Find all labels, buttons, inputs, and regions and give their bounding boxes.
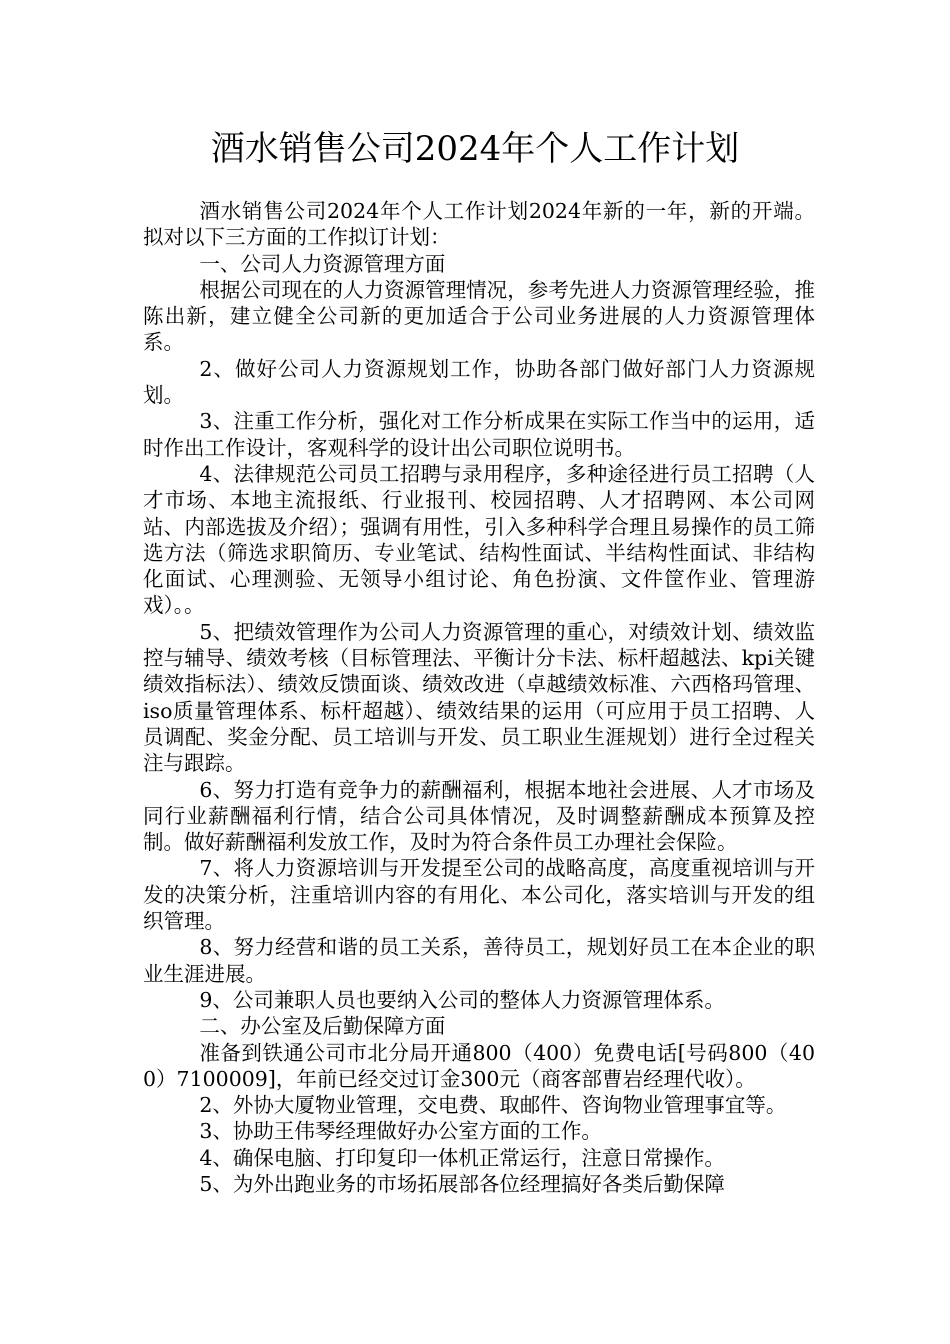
paragraph-office-3: 3、协助王伟琴经理做好办公室方面的工作。 [199, 1119, 602, 1144]
section-heading-office: 二、办公室及后勤保障方面 [199, 1014, 446, 1039]
paragraph-hr-5: 5、把绩效管理作为公司人力资源管理的重心，对绩效计划、绩效监控与辅导、绩效考核（目标管理法、平衡计分卡法、标杆超越法、kpi关键绩效指标法）、绩效反馈面谈、绩效改进（卓越绩效标准、六西格玛管理、iso质量管理体系、标杆超越）、绩效结果的运用（可应用于员工招聘、人员调配、奖金分配、员工培训与开发、员工职业生涯规划）进行全过程关注与跟踪。 [143, 619, 815, 776]
paragraph-hr-3: 3、注重工作分析，强化对工作分析成果在实际工作当中的运用，适时作出工作设计，客观科学的设计出公司职位说明书。 [143, 409, 815, 460]
section-heading-hr: 一、公司人力资源管理方面 [199, 251, 446, 276]
paragraph-hr-6: 6、努力打造有竞争力的薪酬福利，根据本地社会进展、人才市场及同行业薪酬福利行情，结合公司具体情况，及时调整薪酬成本预算及控制。做好薪酬福利发放工作，及时为符合条件员工办理社会保险。 [143, 777, 815, 855]
paragraph-hr-8: 8、努力经营和谐的员工关系，善待员工，规划好员工在本企业的职业生涯进展。 [143, 935, 815, 986]
paragraph-office-5: 5、为外出跑业务的市场拓展部各位经理搞好各类后勤保障 [199, 1171, 725, 1196]
paragraph-hr-9: 9、公司兼职人员也要纳入公司的整体人力资源管理体系。 [199, 987, 725, 1012]
document-body [143, 198, 815, 1197]
paragraph-hr-2: 2、做好公司人力资源规划工作，协助各部门做好部门人力资源规划。 [143, 356, 815, 408]
paragraph-hr-4: 4、法律规范公司员工招聘与录用程序，多种途径进行员工招聘（人才市场、本地主流报纸、行业报刊、校园招聘、人才招聘网、本公司网站、内部选拔及介绍）；强调有用性，引入多种科学合理且易操作的员工筛选方法（筛选求职简历、专业笔试、结构性面试、半结构性面试、非结构化面试、心理测验、无领导小组讨论、角色扮演、文件筐作业、管理游戏）。。 [143, 461, 815, 618]
paragraph-office-1: 准备到铁通公司市北分局开通800（400）免费电话[号码800（400）7100009]，年前已经交过订金300元（商客部曹岩经理代收）。 [143, 1040, 815, 1091]
document-title: 酒水销售公司2024年个人工作计划 [210, 129, 740, 169]
paragraph-office-4: 4、确保电脑、打印复印一体机正常运行，注意日常操作。 [199, 1145, 725, 1170]
paragraph-hr-7: 7、将人力资源培训与开发提至公司的战略高度，高度重视培训与开发的决策分析，注重培训内容的有用化、本公司化，落实培训与开发的组织管理。 [143, 856, 815, 934]
paragraph-hr-1: 根据公司现在的人力资源管理情况，参考先进人力资源管理经验，推陈出新，建立健全公司新的更加适合于公司业务进展的人力资源管理体系。 [143, 277, 815, 355]
paragraph-office-2: 2、外协大厦物业管理，交电费、取邮件、咨询物业管理事宜等。 [199, 1093, 787, 1118]
intro-paragraph: 酒水销售公司2024年个人工作计划2024年新的一年，新的开端。拟对以下三方面的工作拟订计划： [143, 199, 815, 250]
